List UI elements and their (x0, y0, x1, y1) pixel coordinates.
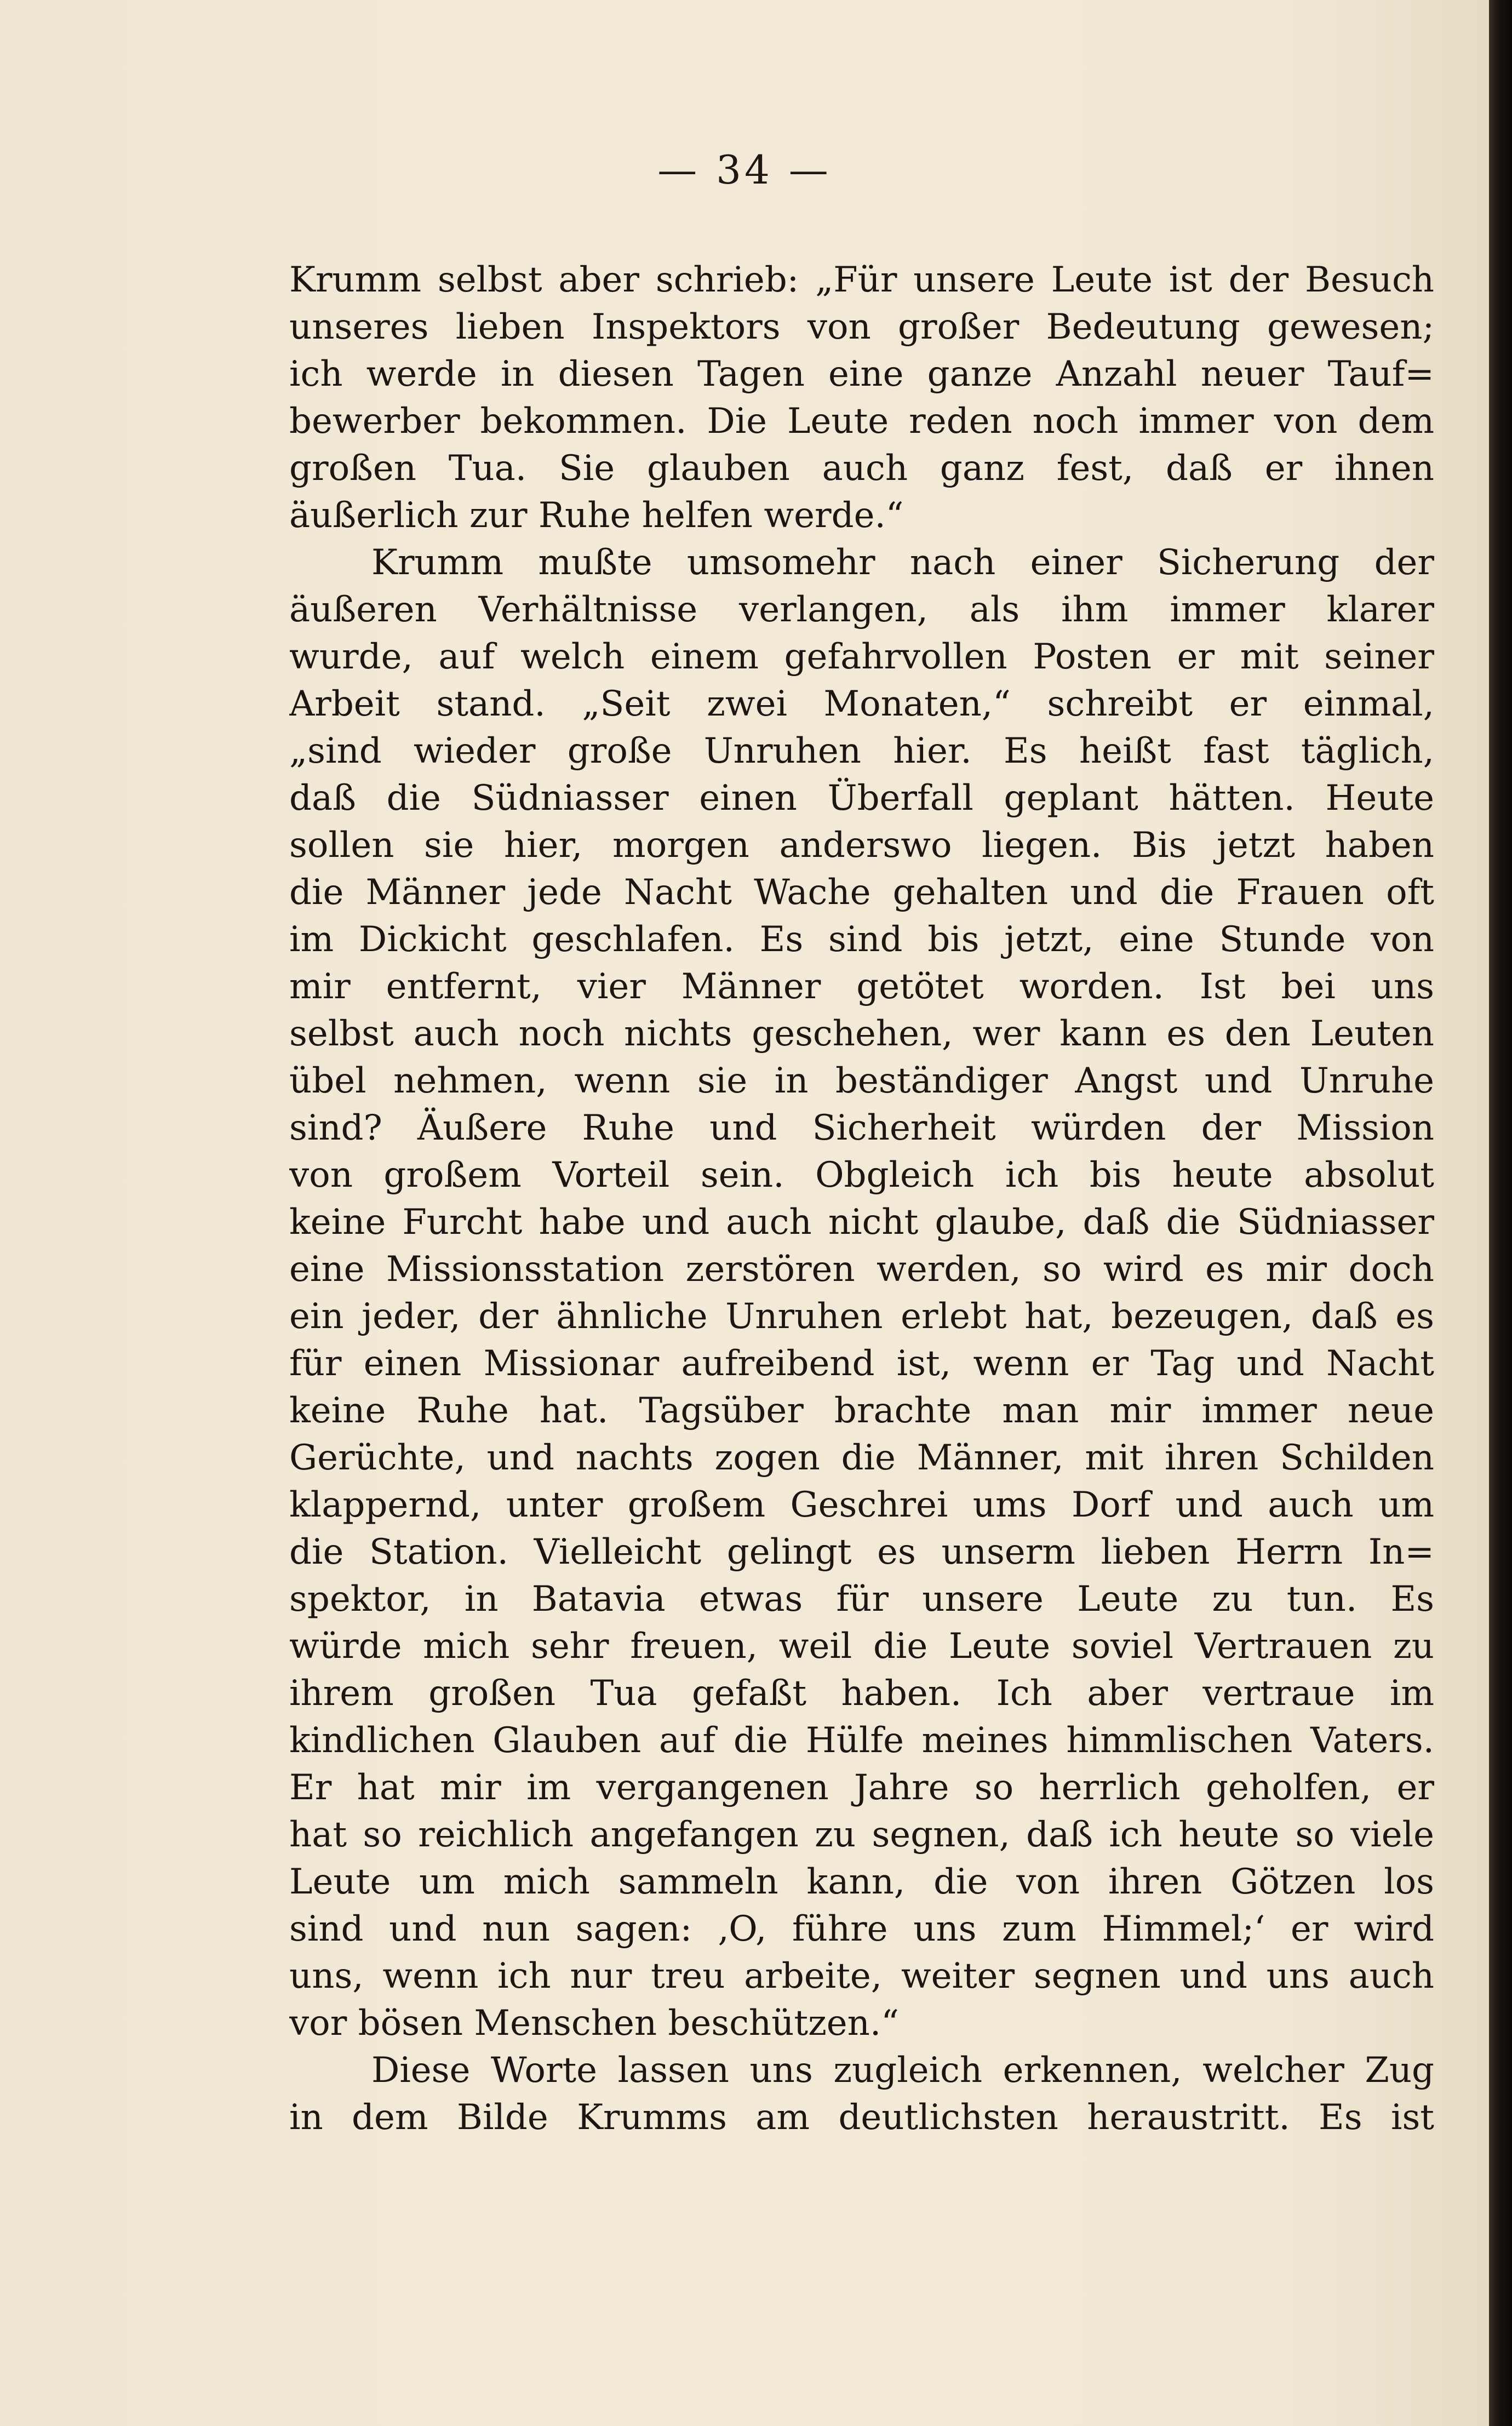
text-line: sind? Äußere Ruhe und Sicherheit würden der Mission (289, 1108, 1434, 1148)
text-line: selbst auch noch nichts geschehen, wer kann es den Leuten (289, 1014, 1434, 1054)
text-line: unseres lieben Inspektors von großer Bedeutung gewesen; (289, 307, 1434, 347)
text-line: mir entfernt, vier Männer getötet worden. Ist bei uns (289, 966, 1434, 1007)
text-line: ich werde in diesen Tagen eine ganze Anzahl neuer Tauf= (289, 354, 1434, 394)
text-line: kindlichen Glauben auf die Hülfe meines himmlischen Vaters. (289, 1720, 1434, 1761)
text-line: wurde, auf welch einem gefahrvollen Posten er mit seiner (289, 637, 1434, 677)
text-line: sind und nun sagen: ‚O, führe uns zum Himmel;‘ er wird (289, 1909, 1434, 1949)
text-line: ihrem großen Tua gefaßt haben. Ich aber vertraue im (289, 1673, 1434, 1714)
text-line: hat so reichlich angefangen zu segnen, daß ich heute so viele (289, 1815, 1434, 1855)
text-line: Gerüchte, und nachts zogen die Männer, mit ihren Schilden (289, 1438, 1434, 1478)
text-line: Krumm selbst aber schrieb: „Für unsere Leute ist der Besuch (289, 260, 1434, 300)
text-line: Er hat mir im vergangenen Jahre so herrlich geholfen, er (289, 1767, 1434, 1808)
page-edge-shadow (1489, 0, 1512, 2426)
text-line: spektor, in Batavia etwas für unsere Leute zu tun. Es (289, 1579, 1434, 1620)
text-line: vor bösen Menschen beschützen.“ (289, 2003, 899, 2044)
text-line: äußeren Verhältnisse verlangen, als ihm immer klarer (289, 590, 1434, 630)
text-line: in dem Bilde Krumms am deutlichsten heraustritt. Es ist (289, 2097, 1434, 2138)
text-line: würde mich sehr freuen, weil die Leute soviel Vertrauen zu (289, 1626, 1434, 1667)
text-line: Diese Worte lassen uns zugleich erkennen, welcher Zug (371, 2050, 1434, 2091)
text-line: uns, wenn ich nur treu arbeite, weiter segnen und uns auch (289, 1956, 1434, 1996)
text-line: keine Ruhe hat. Tagsüber brachte man mir immer neue (289, 1391, 1434, 1431)
text-line: für einen Missionar aufreibend ist, wenn er Tag und Nacht (289, 1343, 1434, 1384)
text-line: sollen sie hier, morgen anderswo liegen. Bis jetzt haben (289, 825, 1434, 866)
text-line: „sind wieder große Unruhen hier. Es heißt fast täglich, (289, 731, 1434, 771)
text-line: klappernd, unter großem Geschrei ums Dorf und auch um (289, 1485, 1434, 1525)
text-line: eine Missionsstation zerstören werden, so wird es mir doch (289, 1249, 1434, 1290)
text-line: keine Furcht habe und auch nicht glaube, daß die Südniasser (289, 1202, 1434, 1243)
text-line: die Station. Vielleicht gelingt es unserm lieben Herrn In= (289, 1532, 1434, 1572)
text-line: Leute um mich sammeln kann, die von ihren Götzen los (289, 1862, 1434, 1902)
text-line: Krumm mußte umsomehr nach einer Sicherung der (371, 542, 1434, 583)
body-text (289, 256, 1434, 2141)
text-line: von großem Vorteil sein. Obgleich ich bis heute absolut (289, 1155, 1434, 1195)
text-line: daß die Südniasser einen Überfall geplant hätten. Heute (289, 778, 1434, 819)
text-line: übel nehmen, wenn sie in beständiger Angst und Unruhe (289, 1061, 1434, 1101)
text-line: äußerlich zur Ruhe helfen werde.“ (289, 495, 904, 536)
text-line: die Männer jede Nacht Wache gehalten und die Frauen oft (289, 872, 1434, 913)
text-line: großen Tua. Sie glauben auch ganz fest, daß er ihnen (289, 448, 1434, 489)
text-line: ein jeder, der ähnliche Unruhen erlebt hat, bezeugen, daß es (289, 1296, 1434, 1337)
text-line: Arbeit stand. „Seit zwei Monaten,“ schreibt er einmal, (289, 684, 1434, 724)
page-number: — 34 — (657, 147, 832, 193)
text-line: im Dickicht geschlafen. Es sind bis jetzt, eine Stunde von (289, 919, 1434, 960)
text-line: bewerber bekommen. Die Leute reden noch immer von dem (289, 401, 1434, 442)
